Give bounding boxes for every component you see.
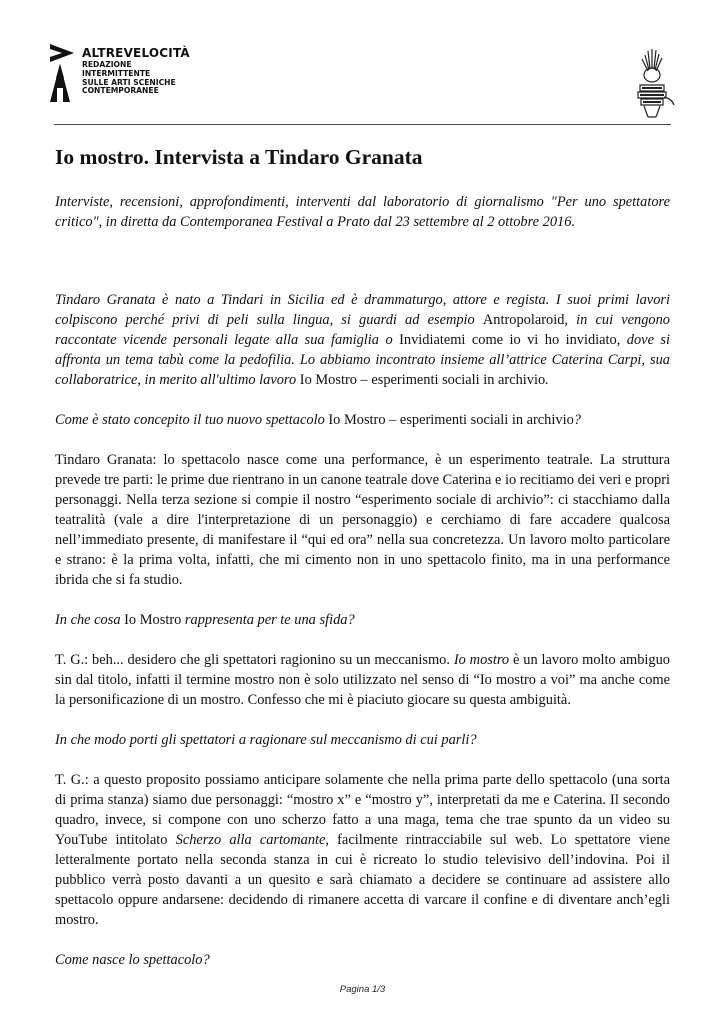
intro-paragraph: Interviste, recensioni, approfondimenti, interventi dal laboratorio di giornalismo "Per uno spettatore critico", in diretta da Contemporanea Festival a Prato dal 23 settembre al 2 ottobre 2016. — [55, 194, 670, 230]
header-divider — [54, 124, 671, 125]
logo-text — [82, 47, 190, 96]
logo-subtitle-line: REDAZIONE — [82, 60, 132, 69]
question-1: Come è stato concepito il tuo nuovo spettacolo Io Mostro – esperimenti sociali in archivio? — [55, 412, 581, 428]
question-3: In che modo porti gli spettatori a ragionare sul meccanismo di cui parli? — [55, 732, 477, 748]
logo-name: ALTREVELOCITÀ — [82, 46, 190, 60]
logo-subtitle-line: INTERMITTENTE — [82, 68, 151, 78]
page-header — [0, 0, 725, 125]
answer-2: T. G.: beh... desidero che gli spettatori ragionino su un meccanismo. Io mostro è un lavoro molto ambiguo sin dal titolo, infatti il termine mostro non è solo utilizzato nel senso di “Io mostro a voi” ma anche come la personificazione di un mostro. Confesso che mi è piaciuto giocare su questa ambiguità. — [55, 652, 670, 708]
altrevelocita-logo-icon — [44, 44, 76, 102]
article — [55, 142, 670, 970]
page-title: Io mostro. Intervista a Tindaro Granata — [55, 145, 423, 169]
logo-subtitle-line: SULLE ARTI SCENICHE — [82, 77, 176, 87]
logo-subtitle-line: CONTEMPORANEE — [82, 86, 159, 96]
question-2: In che cosa Io Mostro rappresenta per te una sfida? — [55, 612, 355, 628]
page-number: Pagina 1/3 — [339, 984, 386, 995]
answer-1: Tindaro Granata: lo spettacolo nasce come una performance, è un esperimento teatrale. La struttura prevede tre parti: le prime due rientrano in un canone teatrale dove Caterina e io recitiamo dei veri e propri personaggi. Nella terza sezione si compie il nostro “esperimento sociale di archivio”: ci stacchiamo dalla teatralità (vale a dire l'interpretazione di un personaggio) e cerchiamo di fare accadere qualcosa nell’immediato presente, di manifestare il “qui ed ora” nella sua concretezza. Un lavoro molto particolare e strano: è la prima volta, infatti, che mi cimento non in uno spettacolo finito, ma in una performance ibrida che si fa studio. — [55, 452, 670, 588]
reader-illustration-icon — [628, 47, 676, 119]
question-4: Come nasce lo spettacolo? — [55, 952, 210, 968]
answer-3: T. G.: a questo proposito possiamo anticipare solamente che nella prima parte dello spettacolo (una sorta di prima stanza) siamo due personaggi: “mostro x” e “mostro y”, interpretati da me e Caterina. Il secondo quadro, invece, si compone con uno scherzo fatto a una maga, tema che trae spunto da un video su YouTube intitolato Scherzo alla cartomante, facilmente rintracciabile sul web. Lo spettatore viene letteralmente portato nella seconda stanza in cui è ricreato lo studio televisivo dell’indovina. Poi il pubblico verrà posto davanti a un quesito e sarà chiamato a decidere se continuare ad assistere allo spettacolo oppure andarsene: decidendo di rimanere accetta di varcare il confine e di diventare anch’egli mostro. — [55, 772, 670, 928]
bio-paragraph: Tindaro Granata è nato a Tindari in Sicilia ed è drammaturgo, attore e regista. I suoi primi lavori colpiscono perché privi di peli sulla lingua, si guardi ad esempio Antropolaroid, in cui vengono raccontate vicende personali legate alla sua famiglia o Invidiatemi come io vi ho invidiato, dove si affronta un tema tabù come la pedofilia. Lo abbiamo incontrato insieme all’attrice Caterina Carpi, sua collaboratrice, in merito all'ultimo lavoro Io Mostro – esperimenti sociali in archivio. — [55, 292, 670, 388]
